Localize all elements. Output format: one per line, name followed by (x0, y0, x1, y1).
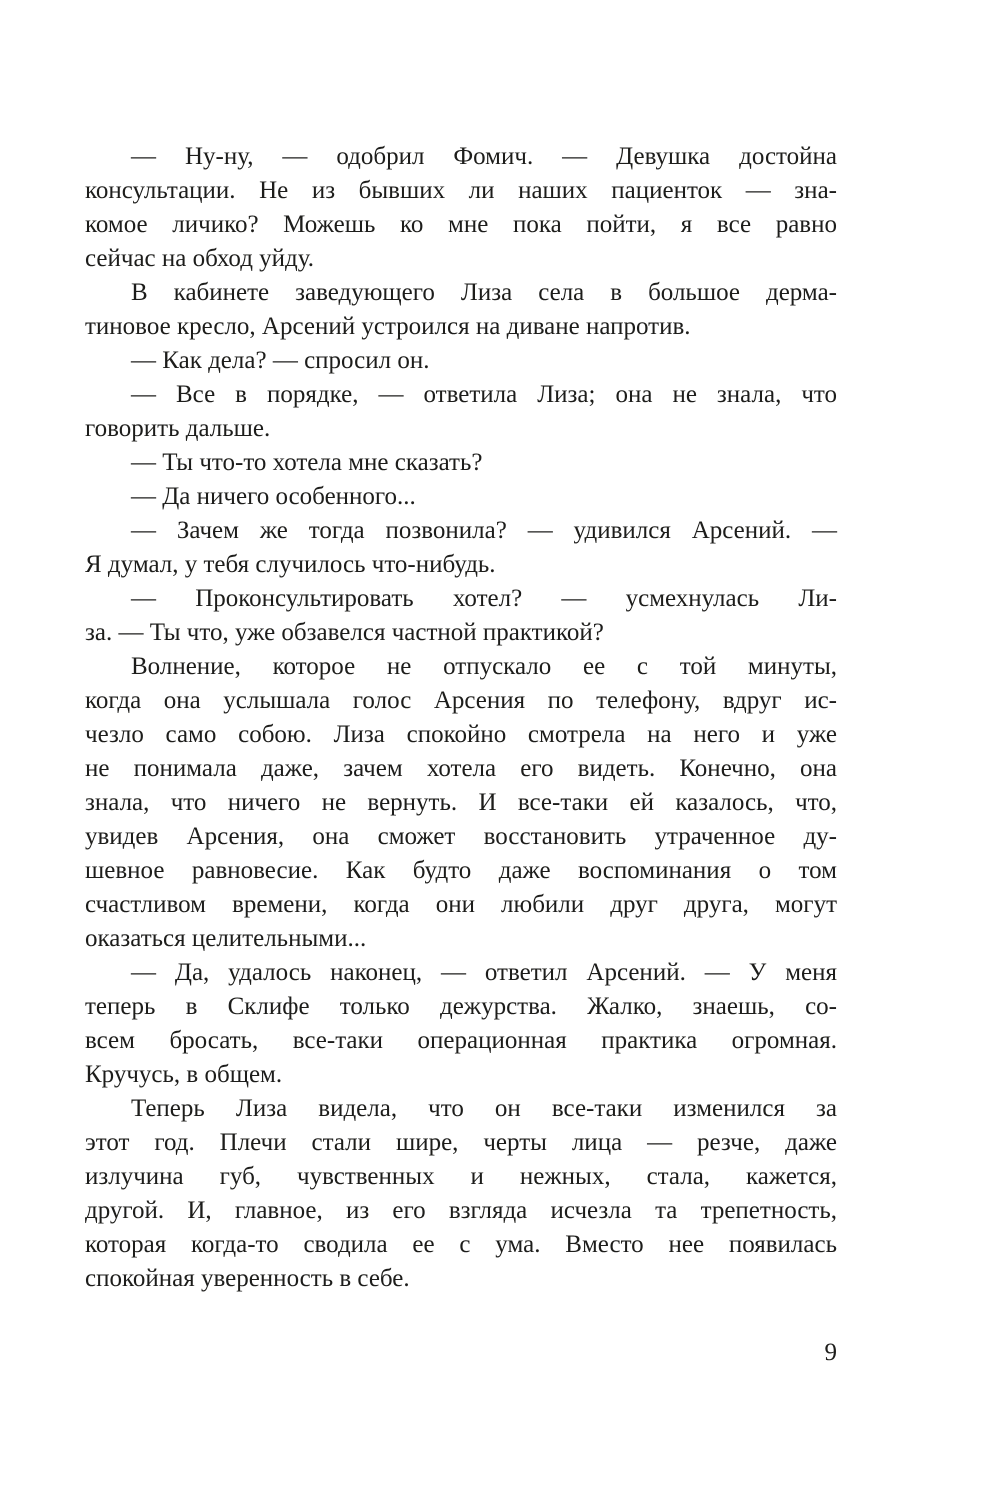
paragraph (85, 378, 837, 446)
paragraph (85, 1092, 837, 1296)
text-line: Теперь Лиза видела, что он все-таки изменился за (131, 1095, 837, 1122)
text-line: — Все в порядке, — ответила Лиза; она не знала, что (131, 381, 837, 408)
text-line: комое личико? Можешь ко мне пока пойти, я все равно (85, 211, 837, 238)
text-line: за. — Ты что, уже обзавелся частной практикой? (85, 619, 604, 646)
text-line: говорить дальше. (85, 415, 271, 442)
text-line: оказаться целительными... (85, 925, 367, 952)
paragraph (85, 276, 837, 344)
text-line: теперь в Склифе только дежурства. Жалко, знаешь, со- (85, 993, 837, 1020)
paragraph (85, 480, 837, 514)
text-line: знала, что ничего не вернуть. И все-таки ей казалось, что, (85, 789, 837, 816)
text-line: Я думал, у тебя случилось что-нибудь. (85, 551, 496, 578)
text-line: тиновое кресло, Арсений устроился на диване напротив. (85, 313, 691, 340)
text-line: — Проконсультировать хотел? — усмехнулась Ли- (131, 585, 837, 612)
text-line: Кручусь, в общем. (85, 1061, 283, 1088)
page-text (85, 140, 837, 1296)
text-line: другой. И, главное, из его взгляда исчезла та трепетность, (85, 1197, 837, 1224)
text-line: шевное равновесие. Как будто даже воспоминания о том (85, 857, 837, 884)
text-line: которая когда-то сводила ее с ума. Вместо нее появилась (85, 1231, 837, 1258)
text-line: чезло само собою. Лиза спокойно смотрела на него и уже (85, 721, 837, 748)
text-line: излучина губ, чувственных и нежных, стала, кажется, (85, 1163, 837, 1190)
page-number: 9 (824, 1339, 837, 1366)
text-line: сейчас на обход уйду. (85, 245, 315, 272)
text-line: увидев Арсения, она сможет восстановить утраченное ду- (85, 823, 837, 850)
paragraph (85, 582, 837, 650)
paragraph (85, 650, 837, 956)
text-line: не понимала даже, зачем хотела его видеть. Конечно, она (85, 755, 837, 782)
paragraph (85, 514, 837, 582)
text-line: — Да ничего особенного... (131, 483, 416, 510)
text-line: — Ну-ну, — одобрил Фомич. — Девушка достойна (131, 143, 837, 170)
text-line: Волнение, которое не отпускало ее с той минуты, (131, 653, 837, 680)
text-line: консультации. Не из бывших ли наших пациенток — зна- (85, 177, 837, 204)
paragraph (85, 956, 837, 1092)
text-line: спокойная уверенность в себе. (85, 1265, 410, 1292)
text-line: — Зачем же тогда позвонила? — удивился Арсений. — (131, 517, 837, 544)
text-line: всем бросать, все-таки операционная практика огромная. (85, 1027, 837, 1054)
text-line: этот год. Плечи стали шире, черты лица — резче, даже (85, 1129, 837, 1156)
text-line: — Ты что-то хотела мне сказать? (131, 449, 483, 476)
paragraph (85, 140, 837, 276)
text-line: — Да, удалось наконец, — ответил Арсений. — У меня (131, 959, 837, 986)
text-line: когда она услышала голос Арсения по телефону, вдруг ис- (85, 687, 837, 714)
text-line: — Как дела? — спросил он. (131, 347, 430, 374)
text-line: счастливом времени, когда они любили друг друга, могут (85, 891, 837, 918)
paragraph (85, 446, 837, 480)
text-line: В кабинете заведующего Лиза села в большое дерма- (131, 279, 837, 306)
paragraph (85, 344, 837, 378)
